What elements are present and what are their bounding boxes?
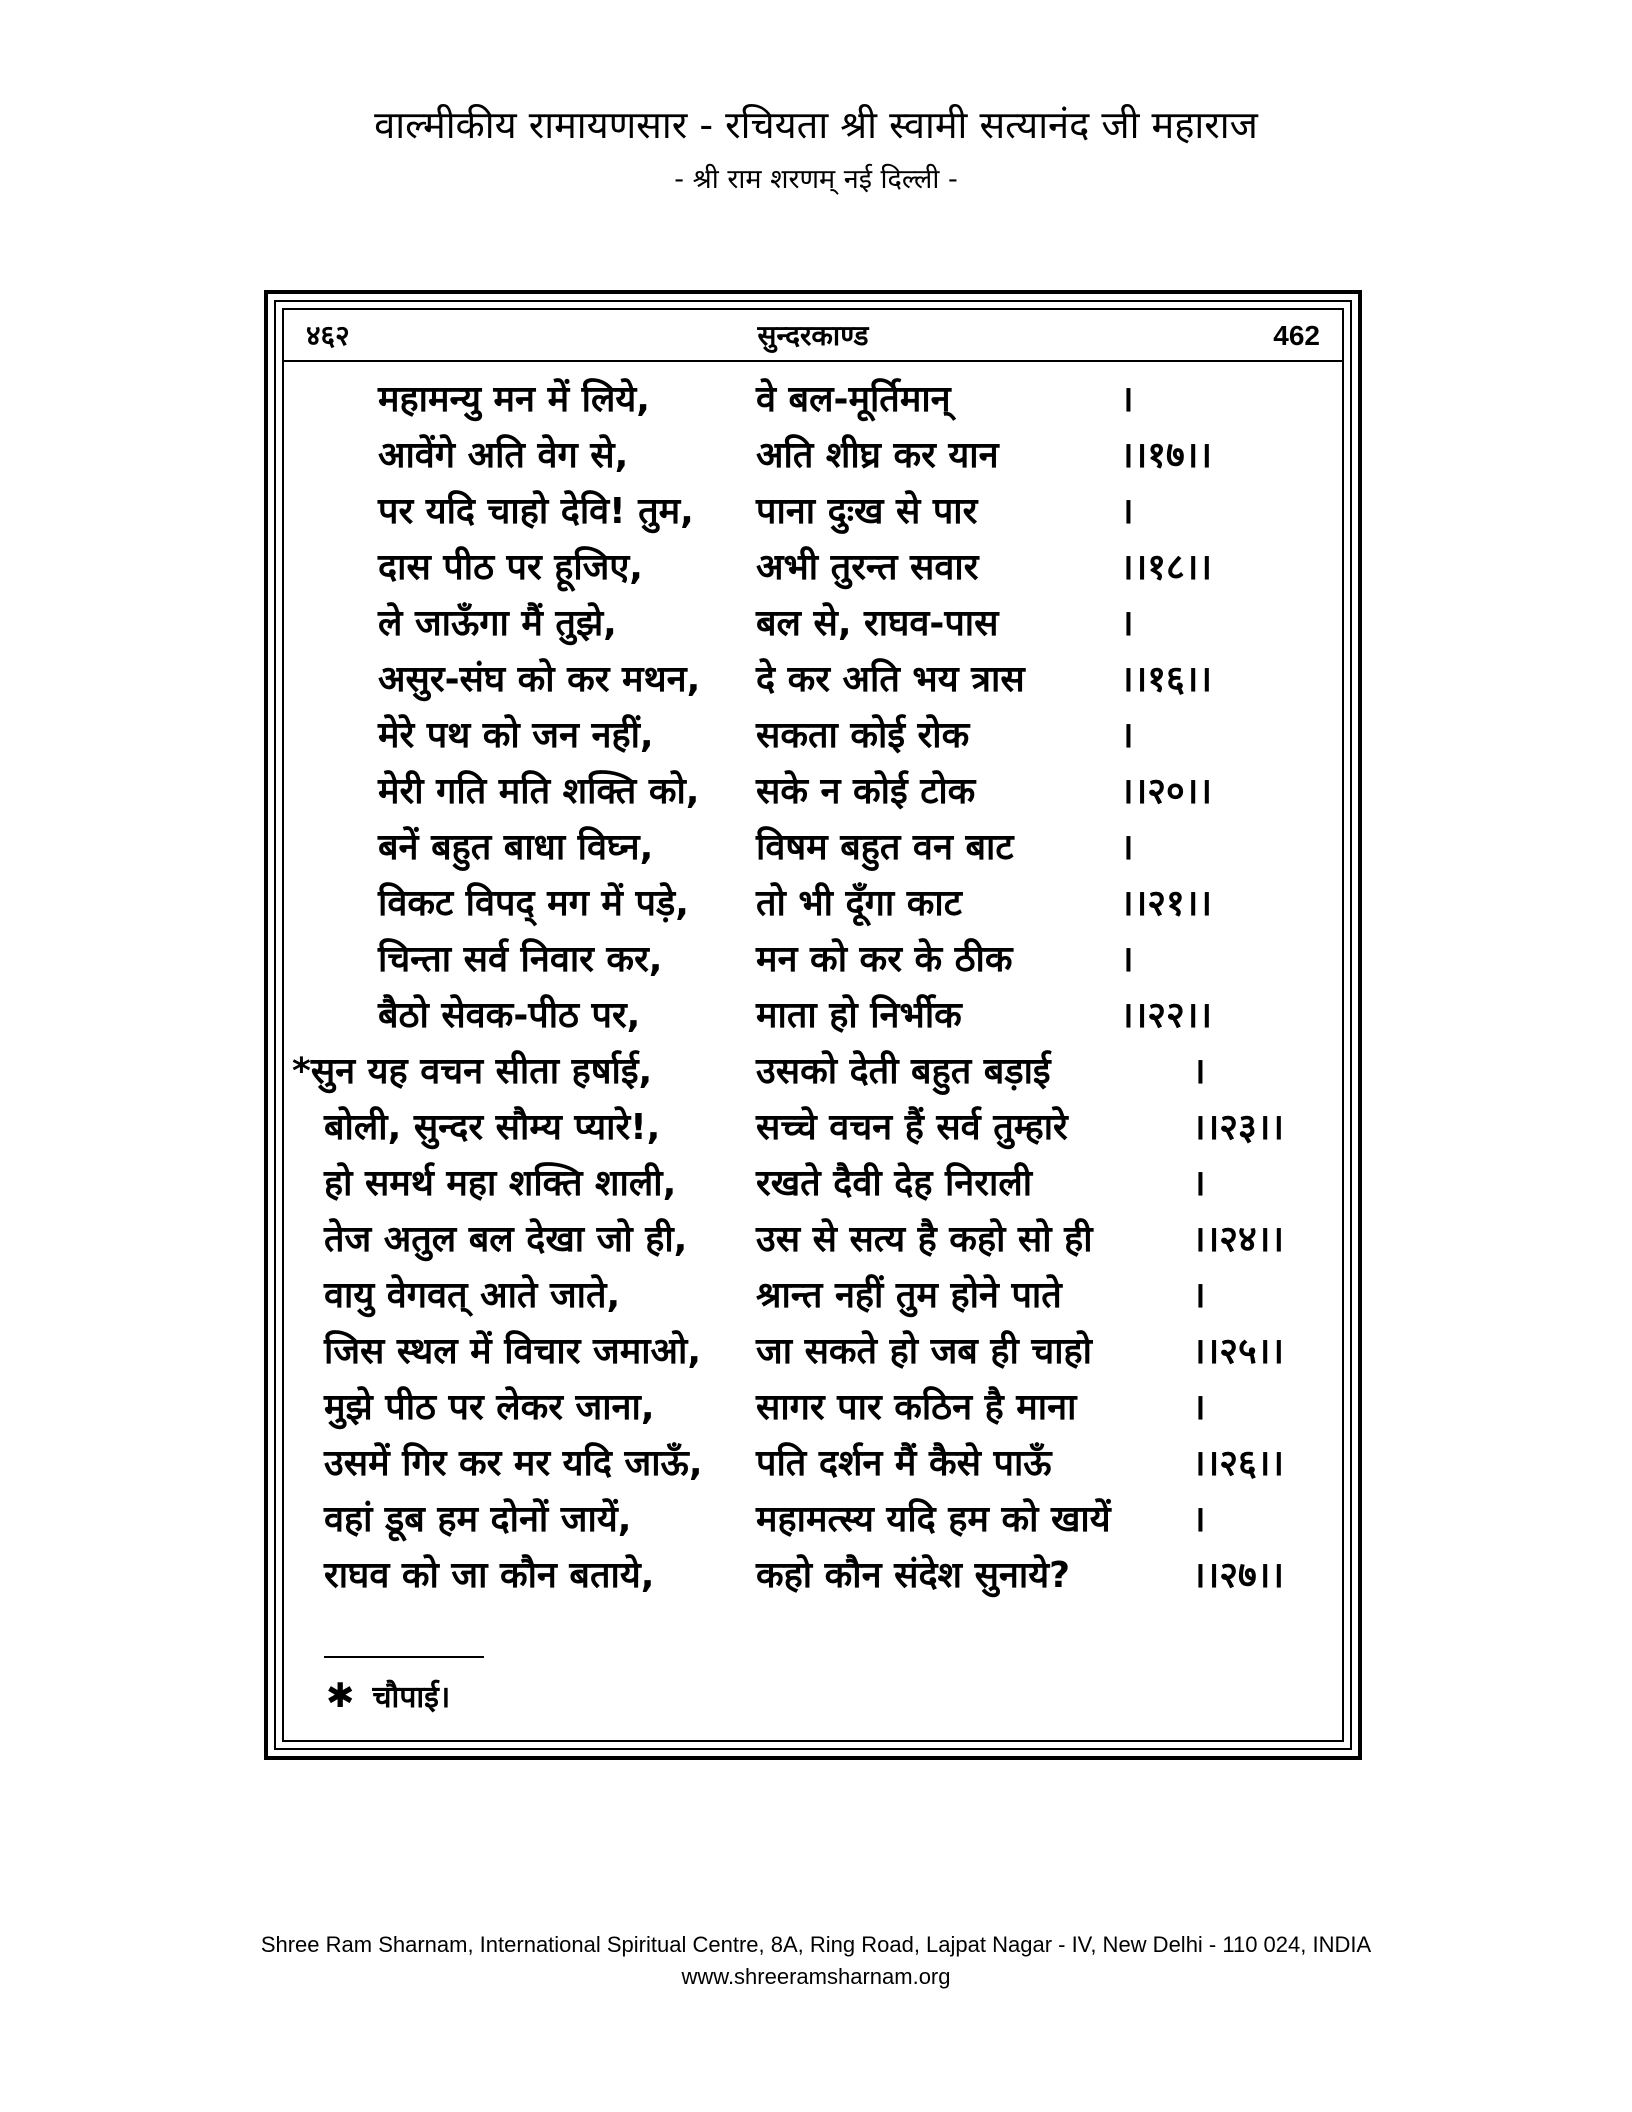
verse-number: । — [1120, 827, 1134, 868]
verse-number: ।।२३।। — [1192, 1107, 1285, 1148]
verse-second-half: सच्चे वचन हैं सर्व तुम्हारे — [756, 1107, 1068, 1148]
footnote — [326, 1676, 450, 1718]
verse-line — [284, 652, 1342, 708]
verse-first-half: असुर-संघ को कर मथन, — [378, 659, 701, 700]
verse-first-half: उसमें गिर कर मर यदि जाऊँ, — [324, 1443, 703, 1484]
verse-second-half: तो भी दूँगा काट — [756, 883, 962, 924]
verse-first-half: *सुन यह वचन सीता हर्षाई, — [292, 1051, 653, 1092]
verse-second-half: श्रान्त नहीं तुम होने पाते — [756, 1275, 1062, 1316]
verse-first-half: ले जाऊँगा मैं तुझे, — [378, 603, 617, 644]
verse-number: ।।२४।। — [1192, 1219, 1285, 1260]
verse-number: । — [1192, 1499, 1206, 1540]
verse-second-half: महामत्स्य यदि हम को खायें — [756, 1499, 1111, 1540]
verse-first-half: वायु वेगवत् आते जाते, — [324, 1275, 621, 1316]
verse-first-half: बोली, सुन्दर सौम्य प्यारे!, — [324, 1107, 661, 1148]
verse-line — [284, 540, 1342, 596]
verse-first-half: मेरी गति मति शक्ति को, — [378, 771, 700, 812]
footer-address: Shree Ram Sharnam, International Spiritual Centre, 8A, Ring Road, Lajpat Nagar - IV, New Delhi - 110 024, INDIA — [260, 1932, 1372, 1957]
verse-line — [284, 372, 1342, 428]
verse-first-half: मुझे पीठ पर लेकर जाना, — [324, 1387, 655, 1428]
verse-number: । — [1120, 939, 1134, 980]
verse-second-half: कहो कौन संदेश सुनाये? — [756, 1555, 1070, 1596]
kand-title: सुन्दरकाण्ड — [757, 319, 869, 352]
verse-line — [284, 1436, 1342, 1492]
verse-line — [284, 876, 1342, 932]
verse-first-half: बनें बहुत बाधा विघ्न, — [378, 827, 654, 868]
verse-number: ।।२२।। — [1120, 995, 1213, 1036]
verse-first-half: पर यदि चाहो देवि! तुम, — [378, 491, 694, 532]
verse-second-half: पाना दुःख से पार — [756, 491, 978, 532]
verse-first-half: राघव को जा कौन बताये, — [324, 1555, 655, 1596]
verse-line — [284, 1324, 1342, 1380]
verse-line — [284, 820, 1342, 876]
verse-first-half: चिन्ता सर्व निवार कर, — [378, 939, 663, 980]
verse-number: । — [1120, 715, 1134, 756]
verse-number: । — [1120, 379, 1134, 420]
verse-number: ।।२१।। — [1120, 883, 1213, 924]
verse-first-half: आवेंगे अति वेग से, — [378, 435, 629, 476]
verse-first-half: दास पीठ पर हूजिए, — [378, 547, 643, 588]
verse-number: । — [1192, 1387, 1206, 1428]
verse-second-half: उसको देती बहुत बड़ाई — [756, 1051, 1051, 1092]
verse-line — [284, 1548, 1342, 1604]
verse-line — [284, 988, 1342, 1044]
footer-website[interactable]: www.shreeramsharnam.org — [681, 1964, 951, 1989]
verse-second-half: जा सकते हो जब ही चाहो — [756, 1331, 1092, 1372]
verse-second-half: सके न कोई टोक — [756, 771, 976, 812]
verse-first-half: महामन्यु मन में लिये, — [378, 379, 650, 420]
verse-second-half: सागर पार कठिन है माना — [756, 1387, 1077, 1428]
footnote-text: चौपाई। — [372, 1680, 451, 1715]
verse-line — [284, 1156, 1342, 1212]
verse-line — [284, 484, 1342, 540]
verse-second-half: दे कर अति भय त्रास — [756, 659, 1025, 700]
verse-first-half: जिस स्थल में विचार जमाओ, — [324, 1331, 702, 1372]
verse-line — [284, 1492, 1342, 1548]
verse-number: । — [1192, 1275, 1206, 1316]
verse-number: ।।२६।। — [1192, 1443, 1285, 1484]
page-number: 462 — [1273, 320, 1320, 351]
verse-line — [284, 932, 1342, 988]
verse-line — [284, 428, 1342, 484]
verse-line — [284, 1044, 1342, 1100]
verse-line — [284, 596, 1342, 652]
verse-number: ।।२५।। — [1192, 1331, 1285, 1372]
verse-first-half: वहां डूब हम दोनों जायें, — [324, 1499, 632, 1540]
page-content — [282, 308, 1344, 1742]
verse-number: । — [1120, 491, 1134, 532]
head-divider — [284, 360, 1342, 362]
verse-second-half: पति दर्शन मैं कैसे पाऊँ — [756, 1443, 1052, 1484]
verse-number: ।।२७।। — [1192, 1555, 1285, 1596]
verse-first-half: हो समर्थ महा शक्ति शाली, — [324, 1163, 677, 1204]
verse-line — [284, 764, 1342, 820]
verse-first-half: मेरे पथ को जन नहीं, — [378, 715, 654, 756]
verse-second-half: मन को कर के ठीक — [756, 939, 1013, 980]
verse-second-half: बल से, राघव-पास — [756, 603, 999, 644]
verse-line — [284, 1100, 1342, 1156]
verse-number: ।।१७।। — [1120, 435, 1213, 476]
asterisk-icon: ✱ — [326, 1676, 355, 1716]
running-head — [284, 316, 1342, 356]
verse-second-half: रखते दैवी देह निराली — [756, 1163, 1033, 1204]
verse-first-half: बैठो सेवक-पीठ पर, — [378, 995, 641, 1036]
footnote-divider — [324, 1656, 484, 1658]
page-number-devanagari: ४६२ — [306, 319, 350, 352]
verse-number: ।।१६।। — [1120, 659, 1213, 700]
verse-number: ।।२०।। — [1120, 771, 1213, 812]
verse-second-half: वे बल-मूर्तिमान् — [756, 379, 951, 420]
verse-line — [284, 708, 1342, 764]
verse-line — [284, 1268, 1342, 1324]
verse-number: । — [1120, 603, 1134, 644]
verse-second-half: सकता कोई रोक — [756, 715, 970, 756]
book-title: वाल्मीकीय रामायणसार - रचियता श्री स्वामी सत्यानंद जी महाराज — [374, 103, 1258, 147]
verse-number: ।।१८।। — [1120, 547, 1213, 588]
verse-second-half: माता हो निर्भीक — [756, 995, 962, 1036]
verse-number: । — [1192, 1051, 1206, 1092]
publisher-line: - श्री राम शरणम् नई दिल्ली - — [674, 164, 958, 195]
verse-first-half: विकट विपद् मग में पड़े, — [378, 883, 689, 924]
verse-second-half: अभी तुरन्त सवार — [756, 547, 979, 588]
verse-line — [284, 1380, 1342, 1436]
verse-second-half: उस से सत्य है कहो सो ही — [756, 1219, 1093, 1260]
page-frame — [264, 290, 1362, 1760]
verse-first-half: तेज अतुल बल देखा जो ही, — [324, 1219, 688, 1260]
verse-number: । — [1192, 1163, 1206, 1204]
verse-line — [284, 1212, 1342, 1268]
verse-second-half: अति शीघ्र कर यान — [756, 435, 999, 476]
verse-second-half: विषम बहुत वन बाट — [756, 827, 1014, 868]
